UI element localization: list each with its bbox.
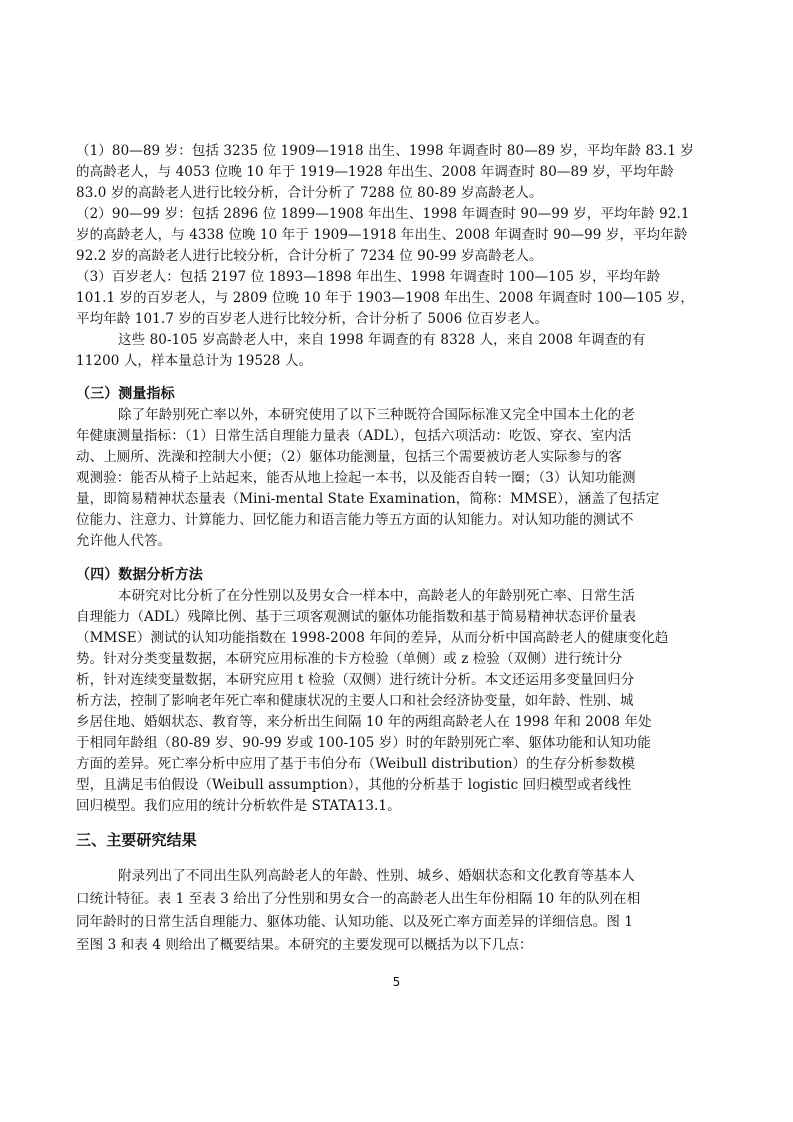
group1-line: 的高龄老人，与 4053 位晚 10 年于 1919—1928 年出生、2008 年调查时 80—89 岁，平均年龄 <box>76 164 674 180</box>
measures-line: 允许他人代答。 <box>76 533 172 549</box>
methods-line: 析，针对连续变量数据，本研究应用 t 检验（双侧）进行统计分析。本文还运用多变量回归分 <box>76 672 635 688</box>
group3-line: （3）百岁老人：包括 2197 位 1893—1898 年出生、1998 年调查时 100—105 岁，平均年龄 <box>76 269 661 285</box>
measures-line: 位能力、注意力、计算能力、回忆能力和语言能力等五方面的认知能力。对认知功能的测试不 <box>76 512 634 528</box>
methods-line: 乡居住地、婚姻状态、教育等，来分析出生间隔 10 年的两组高龄老人在 1998 年和 2008 年处 <box>76 714 652 730</box>
sample-total-line: 11200 人，样本量总计为 19528 人。 <box>76 353 313 369</box>
measures-line: 动、上厕所、洗澡和控制大小便；（2）躯体功能测量，包括三个需要被访老人实际参与的客 <box>76 449 622 465</box>
group2-line: （2）90—99 岁：包括 2896 位 1899—1908 年出生、1998 年调查时 90—99 岁，平均年龄 92.1 <box>76 206 690 222</box>
methods-line: 于相同年龄组（80-89 岁、90-99 岁或 100-105 岁）时的年龄别死亡率、躯体功能和认知功能 <box>76 735 651 751</box>
methods-line: 势。针对分类变量数据，本研究应用标准的卡方检验（单侧）或 z 检验（双侧）进行统计分 <box>76 651 623 667</box>
results-line: 至图 3 和表 4 则给出了概要结果。本研究的主要发现可以概括为以下几点： <box>76 937 533 953</box>
methods-line: 型，且满足韦伯假设（Weibull assumption），其他的分析基于 logistic 回归模型或者线性 <box>76 777 632 793</box>
measures-line: 除了年龄别死亡率以外，本研究使用了以下三种既符合国际标准又完全中国本土化的老 <box>118 407 635 423</box>
methods-line: 析方法，控制了影响老年死亡率和健康状况的主要人口和社会经济协变量，如年龄、性别、城 <box>76 693 634 709</box>
methods-line: 方面的差异。死亡率分析中应用了基于韦伯分布（Weibull distribution）的生存分析参数模 <box>76 756 635 772</box>
heading-methods: （四）数据分析方法 <box>76 567 203 583</box>
group3-line: 101.1 岁的百岁老人，与 2809 位晚 10 年于 1903—1908 年出生、2008 年调查时 100—105 岁， <box>76 290 694 306</box>
group2-line: 92.2 岁的高龄老人进行比较分析，合计分析了 7234 位 90-99 岁高龄老人。 <box>76 248 543 264</box>
results-line: 同年龄时的日常生活自理能力、躯体功能、认知功能、以及死亡率方面差异的详细信息。图 1 <box>76 914 634 930</box>
sample-total-line: 这些 80-105 岁高龄老人中，来自 1998 年调查的有 8328 人，来自 2008 年调查的有 <box>118 332 646 348</box>
group1-line: （1）80—89 岁：包括 3235 位 1909—1918 出生、1998 年调查时 80—89 岁，平均年龄 83.1 岁 <box>76 143 694 159</box>
measures-line: 年健康测量指标：（1）日常生活自理能力量表（ADL），包括六项活动：吃饭、穿衣、室内活 <box>76 428 632 444</box>
methods-line: 回归模型。我们应用的统计分析软件是 STATA13.1。 <box>76 798 401 814</box>
group2-line: 岁的高龄老人，与 4338 位晚 10 年于 1909—1918 年出生、2008 年调查时 90—99 岁，平均年龄 <box>76 227 688 243</box>
results-line: 附录列出了不同出生队列高龄老人的年龄、性别、城乡、婚姻状态和文化教育等基本人 <box>118 868 635 884</box>
measures-line: 量，即简易精神状态量表（Mini-mental State Examination，简称：MMSE），涵盖了包括定 <box>76 491 660 507</box>
measures-line: 观测验：能否从椅子上站起来，能否从地上捡起一本书，以及能否自转一圈；（3）认知功能测 <box>76 470 636 486</box>
methods-line: 本研究对比分析了在分性别以及男女合一样本中，高龄老人的年龄别死亡率、日常生活 <box>118 588 635 604</box>
group1-line: 83.0 岁的高龄老人进行比较分析，合计分析了 7288 位 80-89 岁高龄老人。 <box>76 185 543 201</box>
page-number: 5 <box>392 975 401 989</box>
methods-line: 自理能力（ADL）残障比例、基于三项客观测试的躯体功能指数和基于简易精神状态评价量表 <box>76 609 637 625</box>
heading-results: 三、主要研究结果 <box>76 831 197 849</box>
group3-line: 平均年龄 101.7 岁的百岁老人进行比较分析，合计分析了 5006 位百岁老人。 <box>76 311 549 327</box>
results-line: 口统计特征。表 1 至表 3 给出了分性别和男女合一的高龄老人出生年份相隔 10 年的队列在相 <box>76 891 641 907</box>
methods-line: （MMSE）测试的认知功能指数在 1998-2008 年间的差异，从而分析中国高龄老人的健康变化趋 <box>76 630 669 646</box>
heading-measures: （三）测量指标 <box>76 386 175 402</box>
